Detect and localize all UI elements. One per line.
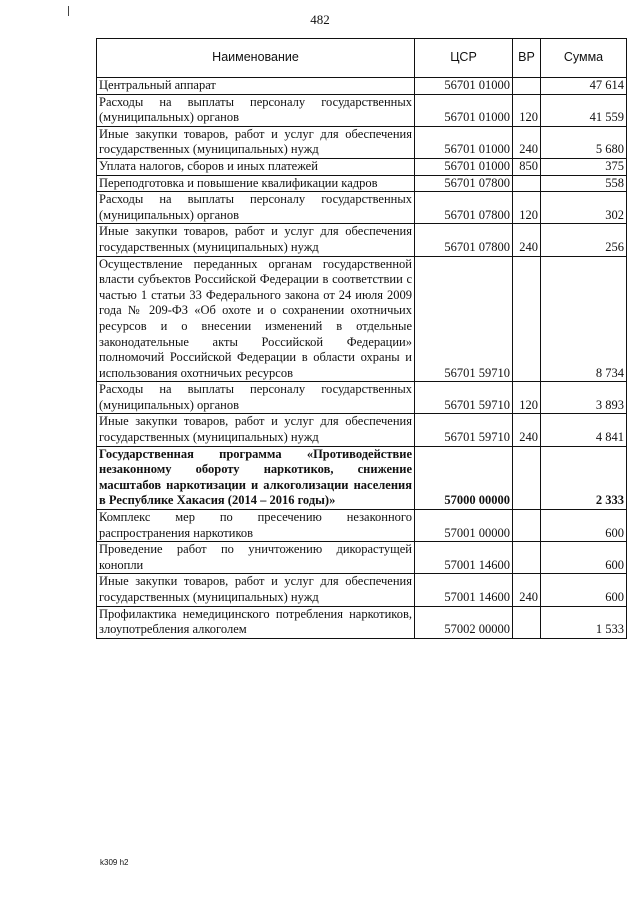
cell-vr: 240 [513, 574, 541, 606]
table-row [97, 382, 627, 414]
cell-sum: 558 [541, 175, 627, 192]
header-csr: ЦСР [415, 39, 513, 78]
cell-sum: 302 [541, 192, 627, 224]
cell-sum: 600 [541, 510, 627, 542]
cell-vr [513, 606, 541, 638]
cell-name: Иные закупки товаров, работ и услуг для обеспечения государственных (муниципальных) нужд [97, 126, 415, 158]
header-vr: ВР [513, 39, 541, 78]
cell-sum: 5 680 [541, 126, 627, 158]
cell-name: Расходы на выплаты персоналу государственных (муниципальных) органов [97, 382, 415, 414]
cell-name: Комплекс мер по пресечению незаконного распространения наркотиков [97, 510, 415, 542]
page-number: 482 [310, 12, 330, 27]
budget-table [96, 38, 627, 639]
cell-name: Проведение работ по уничтожению дикорастущей конопли [97, 542, 415, 574]
cell-csr: 56701 59710 [415, 414, 513, 446]
cell-csr: 57001 00000 [415, 510, 513, 542]
cell-name: Государственная программа «Противодействие незаконному обороту наркотиков, снижение масштабов наркотизации и алкоголизации населения в Республике Хакасия (2014 – 2016 годы)» [97, 446, 415, 509]
cell-name: Центральный аппарат [97, 78, 415, 95]
cell-sum: 41 559 [541, 94, 627, 126]
cell-csr: 56701 07800 [415, 224, 513, 256]
table-row [97, 175, 627, 192]
cell-csr: 57001 14600 [415, 542, 513, 574]
cell-sum: 256 [541, 224, 627, 256]
cell-vr: 850 [513, 158, 541, 175]
table-row [97, 192, 627, 224]
table-body [97, 78, 627, 639]
header-sum: Сумма [541, 39, 627, 78]
cell-vr: 240 [513, 224, 541, 256]
cell-vr [513, 510, 541, 542]
table-row [97, 126, 627, 158]
cell-name: Профилактика немедицинского потребления наркотиков, злоупотребления алкоголем [97, 606, 415, 638]
cell-name: Переподготовка и повышение квалификации кадров [97, 175, 415, 192]
table-row [97, 256, 627, 382]
cell-sum: 4 841 [541, 414, 627, 446]
cell-csr: 57000 00000 [415, 446, 513, 509]
table-header-row [97, 39, 627, 78]
cell-name: Иные закупки товаров, работ и услуг для обеспечения государственных (муниципальных) нужд [97, 224, 415, 256]
cell-csr: 56701 01000 [415, 158, 513, 175]
cell-sum: 8 734 [541, 256, 627, 382]
cell-sum: 1 533 [541, 606, 627, 638]
table-row [97, 606, 627, 638]
cell-csr: 56701 01000 [415, 94, 513, 126]
footer-code: k309 h2 [100, 858, 129, 867]
cell-vr [513, 446, 541, 509]
cell-vr: 240 [513, 414, 541, 446]
cell-vr: 120 [513, 382, 541, 414]
cell-sum: 2 333 [541, 446, 627, 509]
cell-csr: 56701 07800 [415, 192, 513, 224]
cell-csr: 56701 01000 [415, 78, 513, 95]
cell-csr: 56701 07800 [415, 175, 513, 192]
cell-csr: 57002 00000 [415, 606, 513, 638]
cell-vr [513, 542, 541, 574]
header-name: Наименование [97, 39, 415, 78]
cell-sum: 600 [541, 574, 627, 606]
cell-csr: 56701 59710 [415, 382, 513, 414]
table-row [97, 78, 627, 95]
cell-vr: 120 [513, 94, 541, 126]
cell-sum: 600 [541, 542, 627, 574]
cell-csr: 56701 01000 [415, 126, 513, 158]
cell-vr: 240 [513, 126, 541, 158]
cell-name: Расходы на выплаты персоналу государственных (муниципальных) органов [97, 94, 415, 126]
table-row [97, 94, 627, 126]
cell-csr: 57001 14600 [415, 574, 513, 606]
table-row [97, 414, 627, 446]
cell-name: Уплата налогов, сборов и иных платежей [97, 158, 415, 175]
cell-sum: 3 893 [541, 382, 627, 414]
cell-sum: 375 [541, 158, 627, 175]
cell-vr [513, 175, 541, 192]
table-row [97, 158, 627, 175]
table-row [97, 224, 627, 256]
cell-vr: 120 [513, 192, 541, 224]
cell-vr [513, 256, 541, 382]
table-row [97, 510, 627, 542]
cell-sum: 47 614 [541, 78, 627, 95]
table-row [97, 574, 627, 606]
cell-name: Иные закупки товаров, работ и услуг для обеспечения государственных (муниципальных) нужд [97, 574, 415, 606]
cell-name: Расходы на выплаты персоналу государственных (муниципальных) органов [97, 192, 415, 224]
table-row [97, 446, 627, 509]
cell-name: Иные закупки товаров, работ и услуг для обеспечения государственных (муниципальных) нужд [97, 414, 415, 446]
table-row [97, 542, 627, 574]
cell-name: Осуществление переданных органам государственной власти субъектов Российской Федерации в соответствии с частью 1 статьи 33 Федерального закона от 24 июля 2009 года № 209-ФЗ «Об охоте и о сохранении охотничьих ресурсов и о внесении изменений в отдельные законодательные акты Российской Федерации» полномочий Российской Федерации в области охраны и использования охотничьих ресурсов [97, 256, 415, 382]
cell-vr [513, 78, 541, 95]
cell-csr: 56701 59710 [415, 256, 513, 382]
